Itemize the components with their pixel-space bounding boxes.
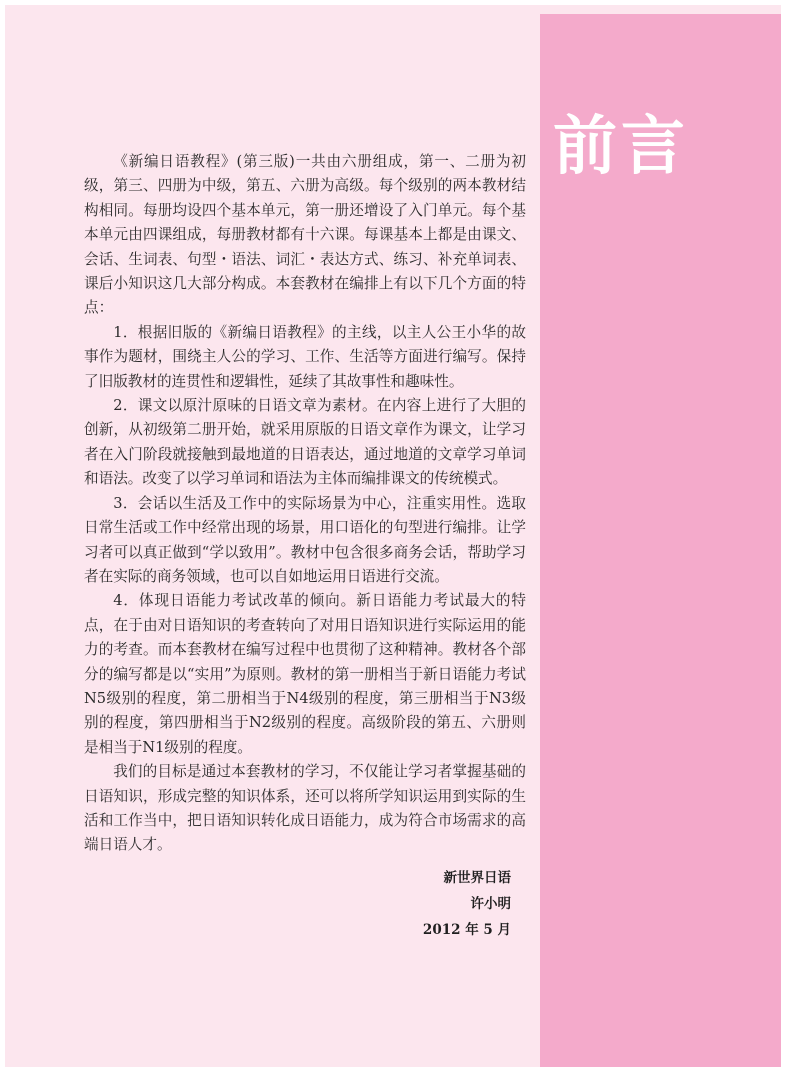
paragraph-intro: 《新编日语教程》(第三版)一共由六册组成，第一、二册为初级，第三、四册为中级，第五、六册为高级。每个级别的两本教材结构相同。每册均设四个基本单元，第一册还增设了入门单元。每个基本单元由四课组成，每册教材都有十六课。每课基本上都是由课文、会话、生词表、句型・语法、词汇・表达方式、练习、补充单词表、课后小知识这几大部分构成。本套教材在编排上有以下几个方面的特点：	[84, 153, 526, 317]
paragraph-point-4: 4．体现日语能力考试改革的倾向。新日语能力考试最大的特点，在于由对日语知识的考查转向了对用日语知识进行实际运用的能力的考查。而本套教材在编写过程中也贯彻了这种精神。教材各个部分的编写都是以“实用”为原则。教材的第一册相当于新日语能力考试N5级别的程度，第二册相当于N4级别的程度，第三册相当于N3级别的程度，第四册相当于N2级别的程度。高级阶段的第五、六册则是相当于N1级别的程度。	[84, 592, 526, 756]
page	[5, 5, 781, 1067]
signature-date: 2012 年 5 月	[422, 922, 511, 938]
paragraph-goal: 我们的目标是通过本套教材的学习，不仅能让学习者掌握基础的日语知识，形成完整的知识体系，还可以将所学知识运用到实际的生活和工作当中，把日语知识转化成日语能力，成为符合市场需求的高端日语人才。	[84, 763, 526, 854]
signature-block	[423, 865, 511, 943]
preface-body	[84, 150, 526, 858]
signature-org: 新世界日语	[443, 870, 511, 886]
signature-author: 许小明	[470, 896, 511, 912]
paragraph-point-3: 3．会话以生活及工作中的实际场景为中心，注重实用性。选取日常生活或工作中经常出现的场景，用口语化的句型进行编排。让学习者可以真正做到“学以致用”。教材中包含很多商务会话，帮助学习者在实际的商务领域，也可以自如地运用日语进行交流。	[84, 494, 526, 585]
page-title: 前言	[553, 109, 689, 184]
paragraph-point-2: 2．课文以原汁原味的日语文章为素材。在内容上进行了大胆的创新，从初级第二册开始，就采用原版的日语文章作为课文，让学习者在入门阶段就接触到最地道的日语表达，通过地道的文章学习单词和语法。改变了以学习单词和语法为主体而编排课文的传统模式。	[84, 397, 526, 488]
paragraph-point-1: 1．根据旧版的《新编日语教程》的主线，以主人公王小华的故事作为题材，围绕主人公的学习、工作、生活等方面进行编写。保持了旧版教材的连贯性和逻辑性，延续了其故事性和趣味性。	[84, 323, 526, 390]
